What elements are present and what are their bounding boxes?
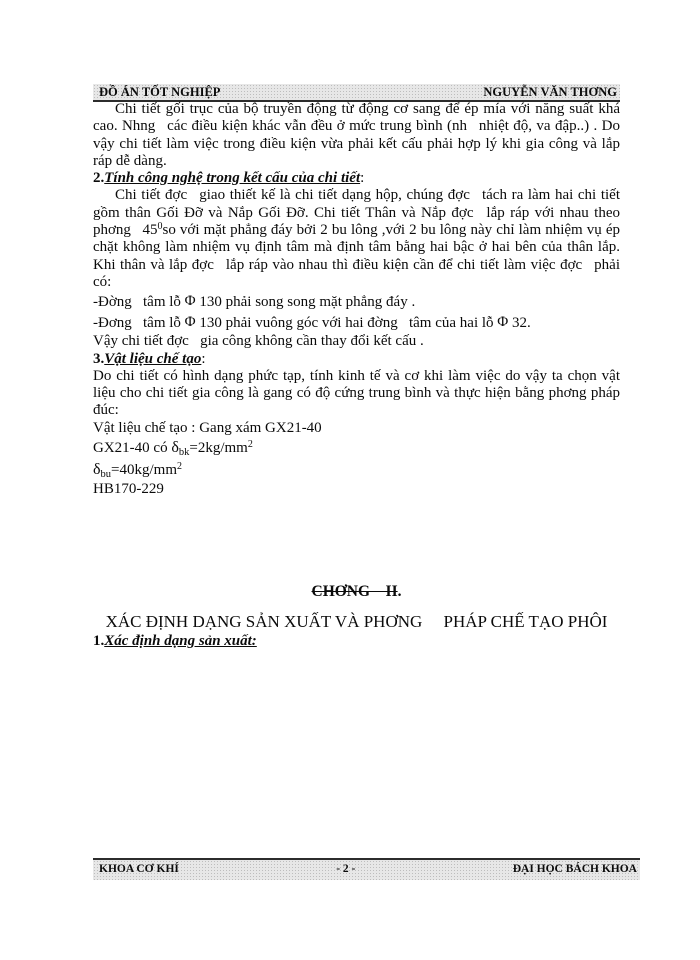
document-body	[93, 101, 620, 651]
chapter-heading-period: .	[397, 583, 402, 601]
hardness-text: HB170-229	[93, 481, 164, 498]
requirement-2	[93, 312, 620, 333]
conclusion-line	[93, 333, 620, 350]
formula-bending-value: =40kg/mm	[111, 462, 178, 479]
section-1-number: 1.	[93, 633, 105, 650]
material-spec-line	[93, 420, 620, 437]
conclusion-text: Vậy chi tiết đợc gia công không cần thay đổi kết cấu .	[93, 333, 424, 350]
superscript-squared: 2	[177, 461, 183, 473]
section-3-number: 3.	[93, 350, 105, 367]
footer-page-number: - 2 -	[336, 863, 356, 875]
paragraph-design-seg2: so với mặt phẳng đáy bởi 2 bu lông ,với 2 bu lông này chỉ làm nhiệm vụ ép chặt không làm nhiệm vụ định tâm mà định tâm bằng hai bậc ở hai bên của thân lắp. Khi thân và lắp đợc lắp ráp vào nhau thì điều kiện cần để chi tiết làm việc đợc phải có:	[93, 222, 621, 290]
section-3-title: Vật liệu chế tạo	[104, 350, 202, 367]
requirement-1-text2: 130 phải song song mặt phẳng đáy .	[195, 294, 416, 311]
delta-symbol: δ	[171, 439, 179, 457]
paragraph-design-seg1: Chi tiết đợc giao thiết kế là chi tiết dạng hộp, chúng đợc tách ra làm hai chi tiết gồm thân Gối Đỡ và Nắp Gối Đỡ. Chi tiết Thân và Nắp đợc lắp ráp với nhau theo phơng 45	[93, 187, 620, 239]
section-2-heading	[93, 170, 620, 187]
delta-symbol: δ	[93, 461, 101, 479]
superscript-degree: 0	[157, 221, 163, 233]
diameter-symbol: Φ	[184, 293, 196, 310]
requirement-1	[93, 291, 620, 312]
chapter-heading-text: CHƠNG II	[311, 583, 398, 601]
page-footer	[93, 858, 640, 880]
footer-right-university: ĐẠI HỌC BÁCH KHOA	[512, 863, 637, 875]
superscript-squared: 2	[247, 439, 253, 451]
requirement-1-text: -Đờng tâm lỗ	[93, 294, 185, 311]
subscript-bu: bu	[100, 469, 112, 481]
diameter-symbol: Φ	[184, 314, 196, 331]
chapter-block	[93, 582, 620, 650]
page-header	[93, 84, 620, 102]
material-spec-text: Vật liệu chế tạo : Gang xám GX21-40	[93, 419, 322, 436]
paragraph-intro-text: Chi tiết gối trục của bộ truyền động từ động cơ sang để ép mía với năng suất khá cao. Nhng các điều kiện khác vẫn đều ở mức trung bình (nh nhiệt độ, va đập..) . Do vậy chi tiết làm việc trong điều kiện vừa phải kết cấu phải hợp lý khi gia công và lắp ráp dễ dàng.	[93, 101, 620, 169]
paragraph-intro	[93, 101, 620, 170]
diameter-symbol: Φ	[497, 314, 509, 331]
requirement-2-text3: 32.	[508, 315, 531, 332]
footer-left-faculty: KHOA CƠ KHÍ	[99, 863, 179, 875]
hardness-line	[93, 481, 620, 498]
paragraph-material-text: Do chi tiết có hình dạng phức tạp, tính kinh tế và cơ khi làm việc do vậy ta chọn vật liệu cho chi tiết gia công là gang có độ cứng trung bình và thực hiện bằng phơng pháp đúc:	[93, 367, 620, 419]
requirement-2-text: -Đơng tâm lỗ	[93, 315, 185, 332]
section-3-colon: :	[201, 350, 206, 367]
chapter-title: XÁC ĐỊNH DẠNG SẢN XUẤT VÀ PHƠNG PHÁP CHẾ TẠO PHÔI	[105, 612, 608, 632]
formula-tensile-pre: GX21-40 có	[93, 440, 172, 457]
section-1-heading	[93, 633, 620, 650]
chapter-heading	[93, 582, 620, 602]
section-3-heading	[93, 351, 620, 368]
header-left-title: ĐỒ ÁN TỐT NGHIỆP	[99, 85, 221, 99]
section-2-title: Tính công nghệ trong kết cấu của chi tiết	[104, 170, 361, 187]
section-2-colon: :	[360, 170, 365, 187]
subscript-bk: bk	[178, 447, 190, 459]
header-right-author: NGUYỄN VĂN THƠNG	[483, 85, 617, 99]
paragraph-design	[93, 187, 620, 291]
section-1-title: Xác định dạng sản xuất:	[104, 633, 257, 650]
formula-bending	[93, 459, 620, 481]
requirement-2-text2: 130 phải vuông góc với hai đờng tâm của hai lỗ	[195, 315, 498, 332]
formula-tensile	[93, 437, 620, 459]
section-2-number: 2.	[93, 170, 105, 187]
paragraph-material	[93, 368, 620, 420]
formula-tensile-value: =2kg/mm	[189, 440, 248, 457]
